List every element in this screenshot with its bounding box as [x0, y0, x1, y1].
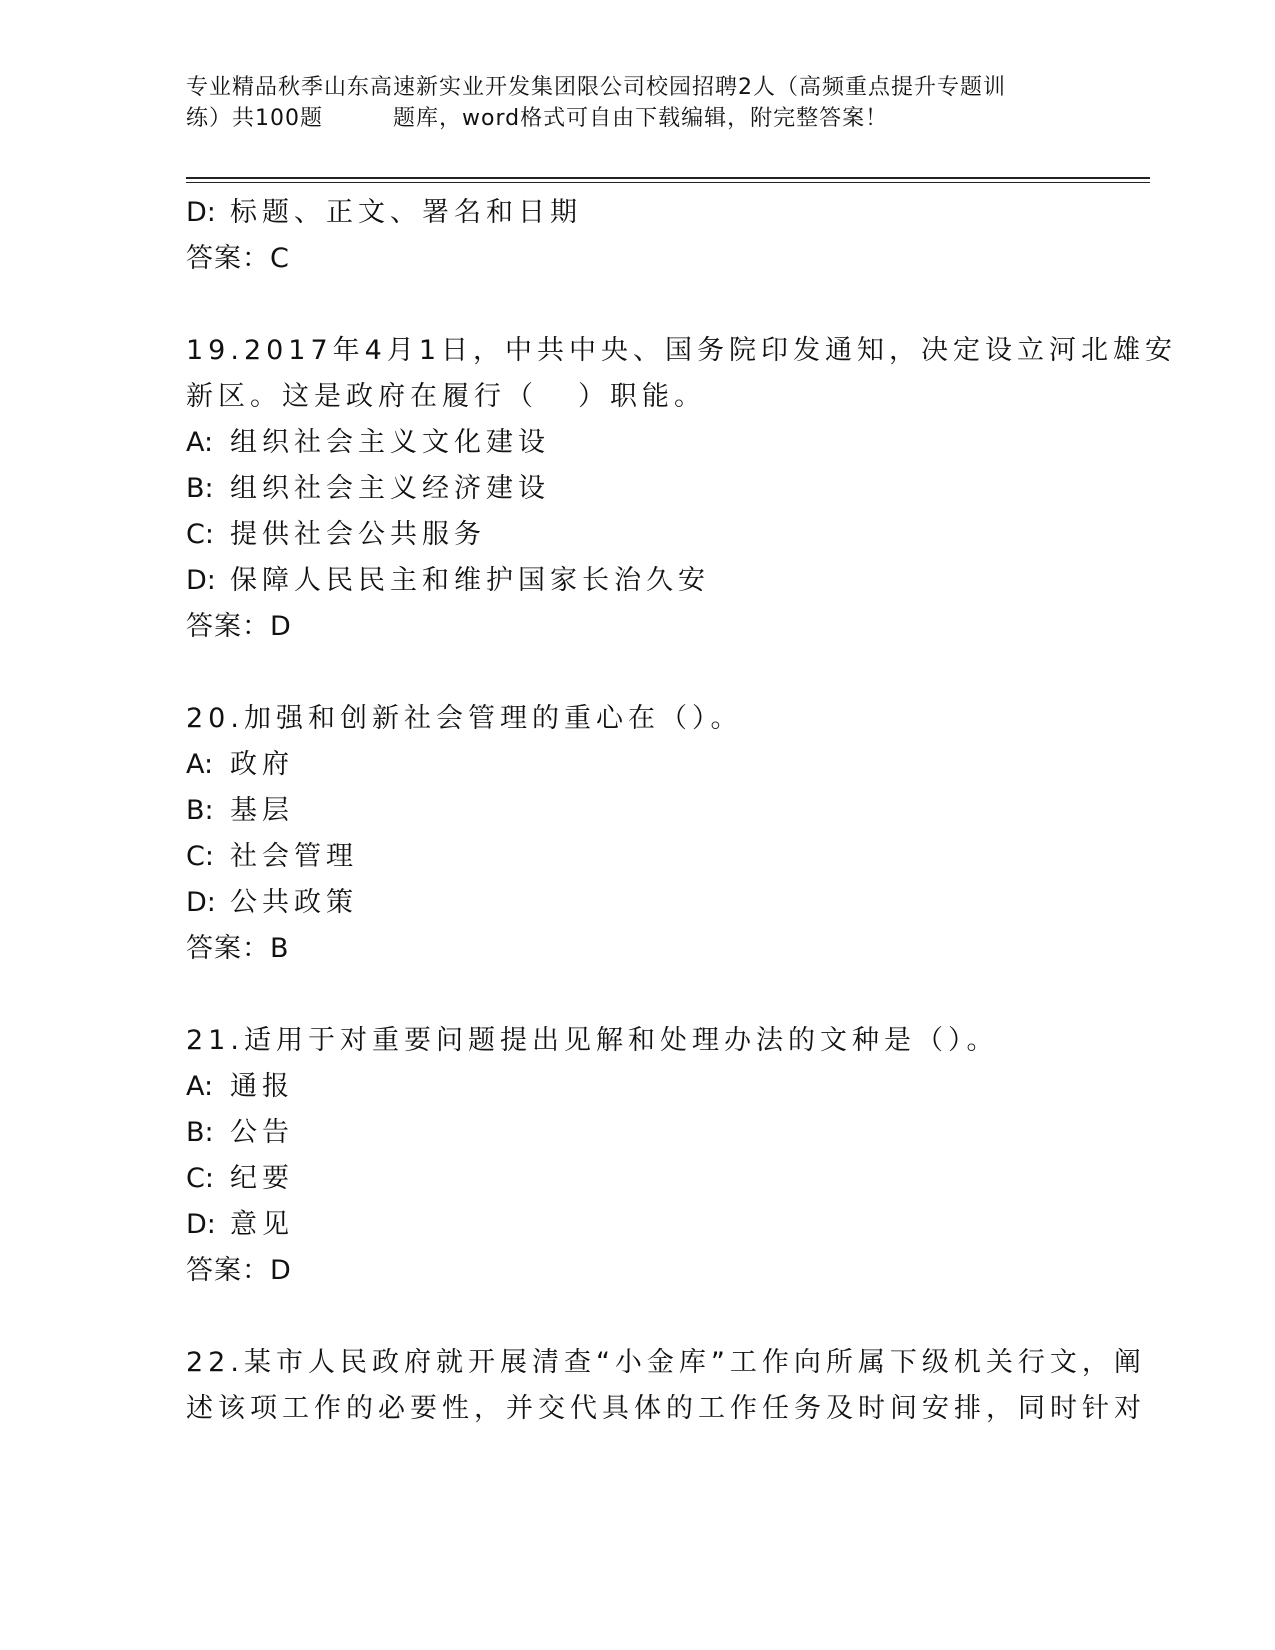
- option-key: A:: [186, 1071, 214, 1102]
- option-text: 公告: [230, 1117, 294, 1148]
- header-rule-thin: [186, 182, 1150, 183]
- question-stem-tail: ）职能。: [578, 381, 706, 412]
- option-text: 保障人民民主和维护国家长治久安: [230, 565, 710, 596]
- option-key: A:: [186, 749, 214, 780]
- option-line: [186, 512, 1086, 558]
- question-stem-line: 19.2017年4月1日，中共中央、国务院印发通知，决定设立河北雄安: [186, 335, 1178, 366]
- question-stem-line: 22.某市人民政府就开展清查“小金库”工作向所属下级机关行文，阐: [186, 1347, 1146, 1378]
- option-key: C:: [186, 841, 214, 872]
- option-key: C:: [186, 519, 214, 550]
- option-line: [186, 742, 1086, 788]
- answer-line: 答案：D: [186, 611, 292, 642]
- option-line: [186, 788, 1086, 834]
- option-line: [186, 190, 1086, 236]
- question-stem-line: 20.加强和创新社会管理的重心在（）。: [186, 703, 743, 734]
- page-header: [186, 72, 1086, 134]
- option-key: B:: [186, 473, 214, 504]
- option-text: 社会管理: [230, 841, 358, 872]
- option-text: 意见: [230, 1209, 294, 1240]
- option-line: [186, 466, 1086, 512]
- answer-line: 答案：C: [186, 243, 290, 274]
- option-text: 提供社会公共服务: [230, 519, 486, 550]
- question-stem-line: [186, 374, 1086, 420]
- option-text: 政府: [230, 749, 294, 780]
- header-line-2-part-b: 题库，word格式可自由下载编辑，附完整答案！: [393, 106, 889, 131]
- option-line: [186, 1202, 1086, 1248]
- option-line: [186, 834, 1086, 880]
- option-text: 标题、正文、署名和日期: [230, 197, 582, 228]
- option-line: [186, 420, 1086, 466]
- option-key: D:: [186, 197, 216, 228]
- option-text: 通报: [230, 1071, 294, 1102]
- option-key: D:: [186, 887, 216, 918]
- question-stem-line: 21.适用于对重要问题提出见解和处理办法的文种是（）。: [186, 1025, 999, 1056]
- option-text: 组织社会主义文化建设: [230, 427, 550, 458]
- option-text: 组织社会主义经济建设: [230, 473, 550, 504]
- header-line-2-part-a: 练）共100题: [186, 106, 323, 131]
- answer-line: 答案：D: [186, 1255, 292, 1286]
- option-text: 公共政策: [230, 887, 358, 918]
- option-line: [186, 1156, 1086, 1202]
- option-key: D:: [186, 1209, 216, 1240]
- option-line: [186, 558, 1086, 604]
- option-key: A:: [186, 427, 214, 458]
- option-line: [186, 1064, 1086, 1110]
- option-key: B:: [186, 795, 214, 826]
- answer-line: 答案：B: [186, 933, 290, 964]
- option-key: B:: [186, 1117, 214, 1148]
- header-line-2: [186, 103, 1086, 134]
- header-rule-thick: [186, 177, 1150, 179]
- question-stem-text: 新区。这是政府在履行（: [186, 381, 538, 412]
- option-text: 纪要: [230, 1163, 294, 1194]
- option-line: [186, 880, 1086, 926]
- option-line: [186, 1110, 1086, 1156]
- header-line-1: 专业精品秋季山东高速新实业开发集团限公司校园招聘2人（高频重点提升专题训: [186, 75, 1006, 100]
- option-text: 基层: [230, 795, 294, 826]
- option-key: C:: [186, 1163, 214, 1194]
- option-key: D:: [186, 565, 216, 596]
- question-stem-line: 述该项工作的必要性，并交代具体的工作任务及时间安排，同时针对: [186, 1393, 1146, 1424]
- question-list: [186, 190, 1178, 1432]
